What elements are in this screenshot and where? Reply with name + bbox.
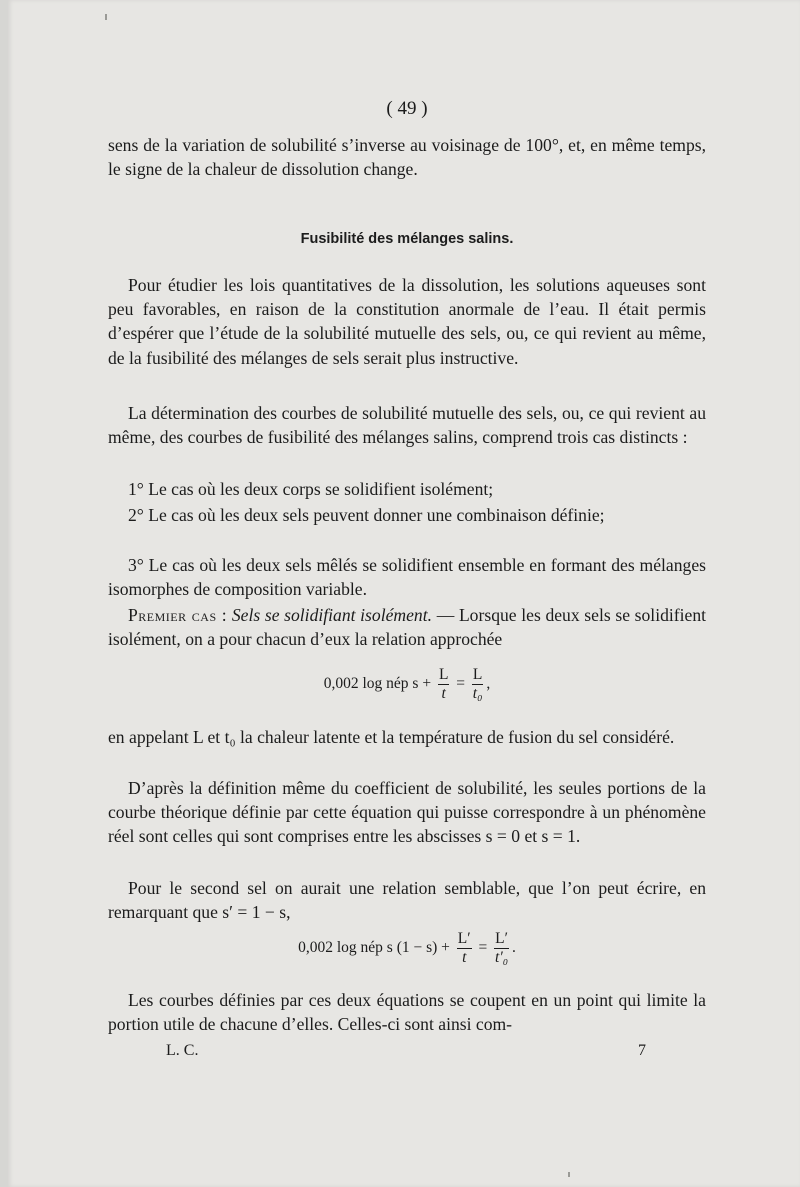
paragraph-quantitative-laws: Pour étudier les lois quantitatives de la dissolution, les solutions aqueuses sont peu favorables, en raison de la constitution anormale de l’eau. Il était permis d’espérer que l’étude de la solubilité mutuelle des sels, ou, ce qui revient au même, de la fusibilité des mélanges de sels serait plus instructive. [108,275,706,368]
page-speck [105,14,107,20]
section-heading: Fusibilité des mélanges salins. [300,231,514,247]
book-page [8,0,800,1187]
premier-cas-title: Sels se solidifiant isolément. [231,605,433,625]
paragraph-determination: La détermination des courbes de solubilité mutuelle des sels, ou, ce qui revient au même, des courbes de fusibilité des mélanges salins, comprend trois cas distincts : [108,403,706,448]
premier-cas-label: Premier cas : [128,605,228,625]
eq2-fraction-left: $\frac{L'}{t}$ [457,930,471,966]
signature-mark: L. C. [166,1042,199,1059]
eq2-equals: = [478,939,488,957]
paragraph-definition: D’après la définition même du coefficient de solubilité, les seules portions de la courbe théorique définie par cette équation qui puisse correspondre à un phénomène réel sont celles qui sont comprises entre les abscisses s = 0 et s = 1. [108,778,706,847]
equation-2 [108,930,706,967]
case-1: 1° Le cas où les deux corps se solidifient isolément; [128,479,494,499]
equation-1 [108,666,706,703]
eq1-fraction-right: $\frac{L}{\text{t₀}}$ [472,666,483,702]
case-2: 2° Le cas où les deux sels peuvent donner une combinaison définie; [128,505,605,525]
paragraph-courbes: Les courbes définies par ces deux équations se coupent en un point qui limite la portion utile de chacune d’elles. Celles-ci sont ainsi com- [108,990,706,1035]
paragraph-appelant: en appelant L et t₀ la chaleur latente et la température de fusion du sel considéré. [108,727,675,747]
signature-number: 7 [638,1042,646,1059]
case-3: 3° Le cas où les deux sels mêlés se solidifient ensemble en formant des mélanges isomorphes de composition variable. [108,555,706,600]
eq1-fraction-left: $\frac{L}{t}$ [438,666,449,702]
eq1-lead: 0,002 log nép s + [323,675,432,693]
eq1-tail: , [486,675,491,693]
page-number: ( 49 ) [386,98,428,119]
premier-cas-text: — Lorsque les deux sels se solidifient isolément, on a pour chacun d’eux la relation approchée [108,605,707,650]
eq2-tail: . [512,939,516,957]
paragraph-premier-cas [108,603,706,651]
page-speck [568,1172,570,1177]
eq2-lead: 0,002 log nép s (1 − s) + [298,939,450,957]
eq2-fraction-right: $\frac{L'}{\text{t′₀}}$ [495,930,509,966]
eq1-equals: = [456,675,466,693]
paragraph-second-sel: Pour le second sel on aurait une relation semblable, que l’on peut écrire, en remarquant que s′ = 1 − s, [108,878,706,923]
paragraph-continuation: sens de la variation de solubilité s’inverse au voisinage de 100°, et, en même temps, le signe de la chaleur de dissolution change. [108,135,706,180]
